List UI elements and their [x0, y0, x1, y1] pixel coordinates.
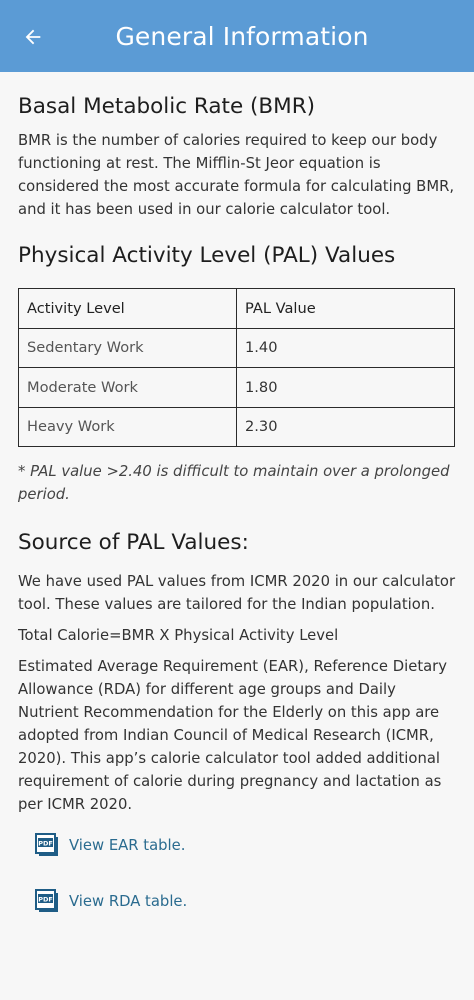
- pdf-icon: [34, 832, 60, 858]
- table-row: [19, 368, 455, 408]
- table-row: [19, 407, 455, 447]
- svg-text:PDF: PDF: [38, 895, 53, 904]
- pal-value-cell: 1.80: [237, 368, 455, 408]
- calorie-formula: Total Calorie=BMR X Physical Activity Level: [18, 627, 339, 644]
- svg-text:PDF: PDF: [38, 839, 53, 848]
- back-button[interactable]: [18, 22, 48, 52]
- pal-table: [18, 288, 455, 447]
- view-ear-table-link[interactable]: [34, 832, 456, 858]
- column-header-activity: Activity Level: [19, 289, 237, 329]
- source-heading: Source of PAL Values:: [18, 530, 249, 555]
- ear-link-label[interactable]: View EAR table.: [69, 836, 186, 854]
- pal-value-cell: 2.30: [237, 407, 455, 447]
- source-description: We have used PAL values from ICMR 2020 in our calculator tool. These values are tailored for the Indian population.: [18, 573, 456, 613]
- table-header-row: [19, 289, 455, 329]
- app-bar: [0, 0, 474, 72]
- pal-value-cell: 1.40: [237, 328, 455, 368]
- page-title: General Information: [115, 21, 369, 51]
- bmr-heading: Basal Metabolic Rate (BMR): [18, 94, 316, 119]
- pal-note: * PAL value >2.40 is difficult to maintain over a prolonged period.: [18, 463, 450, 503]
- bmr-description: BMR is the number of calories required to keep our body functioning at rest. The Mifflin-St Jeor equation is considered the most accurate formula for calculating BMR, and it has been used in our calorie calculator tool.: [18, 132, 455, 218]
- column-header-pal: PAL Value: [237, 289, 455, 329]
- view-rda-table-link[interactable]: [34, 888, 456, 914]
- activity-cell: Sedentary Work: [19, 328, 237, 368]
- rda-link-label[interactable]: View RDA table.: [69, 892, 188, 910]
- activity-cell: Moderate Work: [19, 368, 237, 408]
- pdf-icon: [34, 888, 60, 914]
- arrow-left-icon: [22, 26, 44, 48]
- table-row: [19, 328, 455, 368]
- ear-description: Estimated Average Requirement (EAR), Reference Dietary Allowance (RDA) for different age groups and Daily Nutrient Recommendation for the Elderly on this app are adopted from Indian Council of Medical Research (ICMR, 2020). This app’s calorie calculator tool added additional requirement of calorie during pregnancy and lactation as per ICMR 2020.: [18, 658, 448, 813]
- main-content: [0, 94, 474, 914]
- activity-cell: Heavy Work: [19, 407, 237, 447]
- pal-heading: Physical Activity Level (PAL) Values: [18, 243, 396, 268]
